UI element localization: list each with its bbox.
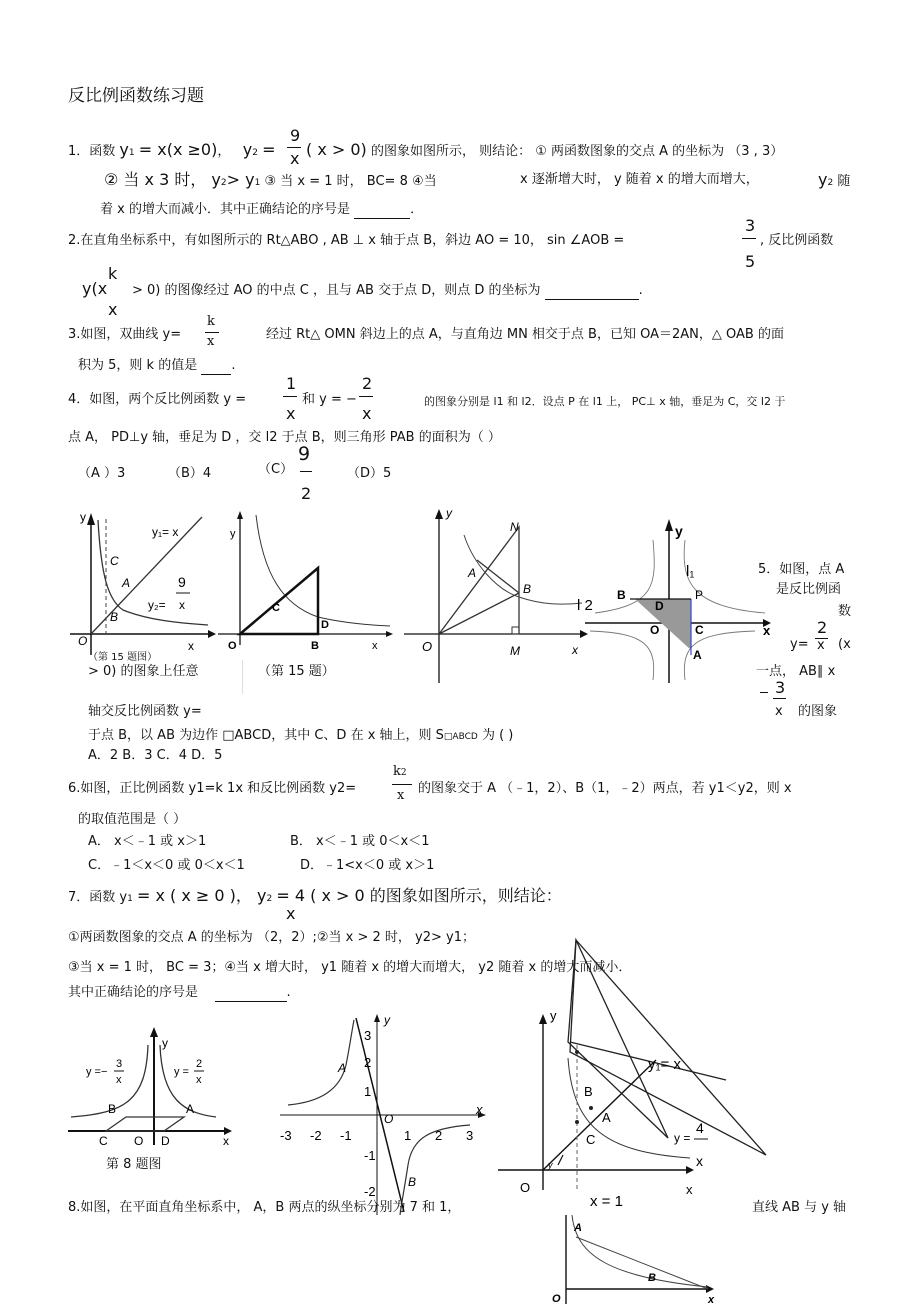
q4-f2-num: 2 xyxy=(362,374,373,393)
q1-line2b: x 逐渐增大时， y 随着 x 的增大而增大， xyxy=(520,172,759,187)
q7-x-den: x xyxy=(286,904,296,923)
label-l2: l 2 xyxy=(577,597,593,614)
label-B: B xyxy=(584,1084,593,1099)
figure-q3-graph xyxy=(402,505,592,665)
label-x: x xyxy=(572,643,578,657)
q5-right6-bar xyxy=(773,698,786,699)
q5-right6-num: 3 xyxy=(775,678,786,697)
q3-line1: 3.如图，双曲线 y= xyxy=(68,327,182,342)
q4-optC: （C） xyxy=(258,462,294,477)
q5-right4-den: x xyxy=(817,638,825,653)
q7-line4: 其中正确结论的序号是 . xyxy=(68,985,291,1000)
point-B xyxy=(575,1050,579,1054)
q4-optB: （B）4 xyxy=(168,466,212,481)
label-O: O xyxy=(78,634,88,648)
figure-q6-graph xyxy=(280,1010,490,1220)
label-O: O xyxy=(552,1293,561,1304)
tick-ymin2: -2 xyxy=(364,1184,376,1199)
y-axis-arrow xyxy=(237,511,243,519)
q4-after: 的图象分别是 l1 和 l2．设点 P 在 l1 上， PC⊥ x 轴，垂足为 C，交 l2 于 xyxy=(424,395,786,408)
q5-right6: 的图象 xyxy=(798,704,838,719)
q6-after: 的图象交于 A （﹣1，2）、B（1，﹣2）两点，若 y1＜y2，则 x xyxy=(418,781,792,796)
q3-line2: 积为 5，则 k 的值是 . xyxy=(78,358,236,373)
hyperbola-l1-upper xyxy=(684,540,765,613)
label-x: x xyxy=(188,639,194,653)
q4-and: 和 y = − xyxy=(302,392,357,407)
label-O: O xyxy=(134,1134,144,1148)
label-P: P xyxy=(695,588,704,602)
q5-right3: 数 xyxy=(838,604,852,619)
q5-right6-den: x xyxy=(775,704,783,719)
triangle-ABO xyxy=(240,568,318,634)
tick-pos3: 3 xyxy=(466,1128,474,1143)
figure-q4-graph xyxy=(577,515,780,685)
x-axis-arrow xyxy=(386,631,393,637)
label-x-den: x xyxy=(696,1153,703,1169)
x-axis-arrow xyxy=(686,1166,694,1174)
label-y: y xyxy=(384,1013,390,1027)
tick-pos2: 2 xyxy=(435,1128,443,1143)
q1-line2: ② 当 x 3 时， y2> y1 ③ 当 x = 1 时， BC= 8 ④当 xyxy=(104,170,437,189)
label-x-eq-1: x = 1 xyxy=(590,1193,623,1210)
line-AB xyxy=(576,1237,708,1289)
q5-right4b: (x xyxy=(838,637,851,652)
q2-k: k xyxy=(108,264,118,283)
label-x-right: x xyxy=(196,1074,202,1086)
label-y: y xyxy=(550,1008,557,1023)
label-N: N xyxy=(510,520,519,534)
triangle-2 xyxy=(570,940,766,1155)
x-axis-arrow xyxy=(208,630,216,638)
q6-optA: A． x＜﹣1 或 x＞1 xyxy=(88,834,207,849)
label-y: y xyxy=(162,1036,168,1050)
q4-f1-den: x xyxy=(286,404,296,423)
label-C: C xyxy=(110,554,119,568)
label-x: x xyxy=(223,1134,229,1148)
q4-f2-den: x xyxy=(362,404,372,423)
label-A: A xyxy=(574,1222,582,1234)
label-A: A xyxy=(122,576,131,590)
q4-line1: 4．如图，两个反比例函数 y = xyxy=(68,392,247,407)
q5-line-b: 于点 B，以 AB 为边作 □ABCD，其中 C、D 在 x 轴上，则 S□ABCD 为 ( ) xyxy=(88,728,514,743)
label-y: y xyxy=(675,523,683,539)
q6-k2: k2 xyxy=(393,764,407,779)
label-9: 9 xyxy=(178,574,186,590)
segment-OB xyxy=(439,593,519,634)
q1-frac-bar xyxy=(287,147,301,148)
segment-AB xyxy=(477,560,519,593)
y-axis-arrow xyxy=(374,1014,380,1022)
q4-optC-den: 2 xyxy=(301,484,312,503)
q2-line2: y(x > 0) 的图像经过 AO 的中点 C ，且与 AB 交于点 D，则点 D 的坐标为 . xyxy=(82,279,643,298)
triangle-OMN xyxy=(439,527,519,634)
q5-right2: 是反比例函 xyxy=(776,582,842,597)
caption-fig15b: （第 15 题） xyxy=(258,664,335,679)
q2-frac-num: 3 xyxy=(745,216,756,235)
label-y: y xyxy=(230,528,236,540)
q4-optC-num: 9 xyxy=(298,443,311,465)
label-y1: y₁= x xyxy=(152,525,179,539)
tick-neg2: -2 xyxy=(310,1128,322,1143)
q2-x: x xyxy=(108,300,118,319)
caption-fig8: 第 8 题图 xyxy=(106,1157,162,1172)
q4-f2-bar xyxy=(359,396,373,397)
q1-line1-rest: ( x > 0) 的图象如图所示， 则结论： ① 两函数图象的交点 A 的坐标为 （3 , 3） xyxy=(306,140,784,159)
label-x: x xyxy=(708,1294,715,1304)
label-3: 3 xyxy=(116,1058,123,1070)
label-B: B xyxy=(110,610,119,624)
y-axis-arrow xyxy=(87,513,95,525)
q3-frac-bar xyxy=(205,332,219,333)
label-B: B xyxy=(311,640,319,652)
parallelogram-ABCD xyxy=(106,1117,184,1131)
label-B: B xyxy=(408,1175,417,1189)
q5-right5: 一点， AB∥ x xyxy=(756,664,836,679)
figure-q2-graph xyxy=(218,505,398,665)
label-A: A xyxy=(186,1102,195,1116)
point-C xyxy=(575,1120,579,1124)
label-O: O xyxy=(520,1180,531,1195)
q4-f1-num: 1 xyxy=(286,374,297,393)
q7-line3: ③当 x = 1 时， BC = 3；④当 x 增大时， y1 随着 x 的增大而增大， y2 随着 x 的增大而减小． xyxy=(68,960,632,975)
q8-line1: 8.如图，在平面直角坐标系中， A，B 两点的纵坐标分别为 7 和 1， xyxy=(68,1200,461,1215)
tick-2: 2 xyxy=(364,1055,372,1070)
q7-line2: ①两函数图象的交点 A 的坐标为 （2，2）;②当 x > 2 时， y2> y1； xyxy=(68,930,475,945)
q2-frac-bar xyxy=(742,238,756,239)
label-O: O xyxy=(650,623,660,637)
q1-frac-den: x xyxy=(290,149,300,168)
q6-line1: 6.如图，正比例函数 y1=k 1x 和反比例函数 y2= xyxy=(68,781,357,796)
tick-ymin1: -1 xyxy=(364,1148,376,1163)
label-y-left: y =− xyxy=(86,1066,108,1078)
q5-line-a: 轴交反比例函数 y= xyxy=(88,704,202,719)
label-B: B xyxy=(523,582,532,596)
label-y1: y₁= x xyxy=(648,1056,681,1073)
q5-left1: > 0) 的图象上任意 xyxy=(88,664,199,679)
y-axis-arrow xyxy=(435,509,443,519)
label-x: x xyxy=(763,623,771,638)
label-C: C xyxy=(586,1132,596,1147)
figure-q8-graph xyxy=(548,1215,723,1304)
label-y: y xyxy=(446,506,452,520)
q8-right: 直线 AB 与 y 轴 xyxy=(752,1200,847,1215)
label-x: x xyxy=(372,640,378,652)
q1-line1: 1．函数 y1 = x(x ≥0)， y2 = xyxy=(68,140,276,159)
q5-right4a: y= xyxy=(790,637,809,652)
label-D: D xyxy=(321,619,329,631)
tick-pos1: 1 xyxy=(404,1128,412,1143)
label-y-small: y xyxy=(548,1160,553,1170)
label-A: A xyxy=(693,648,702,662)
y-tick xyxy=(558,1155,563,1165)
q6-x: x xyxy=(397,788,405,803)
y-axis-arrow xyxy=(150,1027,158,1037)
label-x-left: x xyxy=(116,1074,122,1086)
triangle-1 xyxy=(568,940,668,1138)
q2-line1: 2.在直角坐标系中，有如图所示的 Rt△ABO , AB ⊥ x 轴于点 B，斜边 AO = 10， sin ∠AOB = xyxy=(68,233,625,248)
q4-optC-bar xyxy=(300,471,312,472)
tick-1: 1 xyxy=(364,1084,372,1099)
label-y: y xyxy=(80,510,86,524)
q4-optD: （D）5 xyxy=(347,466,392,481)
label-M: M xyxy=(510,644,520,658)
q4-optA: （A ）3 xyxy=(78,466,126,481)
label-O: O xyxy=(422,639,433,654)
label-C: C xyxy=(695,623,704,637)
q1-line2c: y2 随 xyxy=(818,170,851,189)
q5-right6-minus xyxy=(760,692,768,693)
label-y-eq: y = xyxy=(674,1131,691,1145)
q3-k: k xyxy=(207,314,215,329)
label-B: B xyxy=(108,1102,117,1116)
label-C: C xyxy=(99,1134,108,1148)
label-A: A xyxy=(602,1110,611,1125)
q5-right1: 5．如图，点 A xyxy=(758,562,845,577)
q4-f1-bar xyxy=(283,396,297,397)
tick-neg3: -3 xyxy=(280,1128,292,1143)
label-2: 2 xyxy=(196,1058,203,1070)
q6-frac-bar xyxy=(392,784,412,785)
tick-3: 3 xyxy=(364,1028,372,1043)
label-A: A xyxy=(468,566,477,580)
label-x-den: x xyxy=(179,598,185,612)
label-x: x xyxy=(686,1182,693,1197)
label-O: O xyxy=(228,640,237,652)
right-angle-mark xyxy=(512,627,519,634)
label-y2: y₂= xyxy=(148,598,166,612)
y-axis-arrow xyxy=(539,1014,547,1024)
figure-q5-graph xyxy=(66,1025,246,1150)
label-x: x xyxy=(476,1102,483,1117)
caption-fig15a: （第 15 题图） xyxy=(88,652,158,663)
label-l1: l₁ xyxy=(686,563,695,580)
label-B: B xyxy=(617,588,626,602)
figure-q1-graph xyxy=(68,505,218,665)
q6-optB: B． x＜﹣1 或 0＜x＜1 xyxy=(290,834,430,849)
point-A xyxy=(589,1106,593,1110)
label-C: C xyxy=(272,602,280,614)
q3-x: x xyxy=(207,334,215,349)
label-D: D xyxy=(655,599,664,613)
q3-after: 经过 Rt△ OMN 斜边上的点 A，与直角边 MN 相交于点 B，已知 OA＝2AN，△ OAB 的面 xyxy=(266,327,784,342)
q2-after: , 反比例函数 xyxy=(760,233,834,248)
q6-line2: 的取值范围是（ ） xyxy=(78,812,187,827)
q4-line2: 点 A， PD⊥y 轴，垂足为 D ，交 l2 于点 B，则三角形 PAB 的面积为（ ） xyxy=(68,430,501,445)
figure-q7-graph xyxy=(498,940,788,1230)
hyperbola xyxy=(572,1215,708,1287)
q1-frac-num: 9 xyxy=(290,126,301,145)
label-D: D xyxy=(161,1134,170,1148)
q7-line1: 7．函数 y1 = x ( x ≥ 0 )， y2 = 4 ( x > 0 的图象如图所示，则结论： xyxy=(68,886,562,905)
q6-optD: D．﹣1<x＜0 或 x＞1 xyxy=(300,858,435,873)
q5-right4-num: 2 xyxy=(817,618,828,637)
q1-line3: 着 x 的增大而减小．其中正确结论的序号是 ． xyxy=(100,202,424,217)
tick-neg1: -1 xyxy=(340,1128,352,1143)
y-axis-arrow xyxy=(665,519,673,531)
page-title: 反比例函数练习题 xyxy=(68,86,204,106)
label-y-right: y = xyxy=(174,1066,189,1078)
q2-frac-den: 5 xyxy=(745,252,756,271)
q5-options: A．2 B．3 C．4 D．5 xyxy=(88,748,223,763)
q6-optC: C．﹣1＜x＜0 或 0＜x＜1 xyxy=(88,858,245,873)
hyperbola-l1-lower xyxy=(590,631,654,680)
label-B: B xyxy=(648,1272,656,1284)
label-4: 4 xyxy=(696,1120,704,1136)
label-O: O xyxy=(384,1112,394,1126)
label-A: A xyxy=(338,1061,347,1075)
